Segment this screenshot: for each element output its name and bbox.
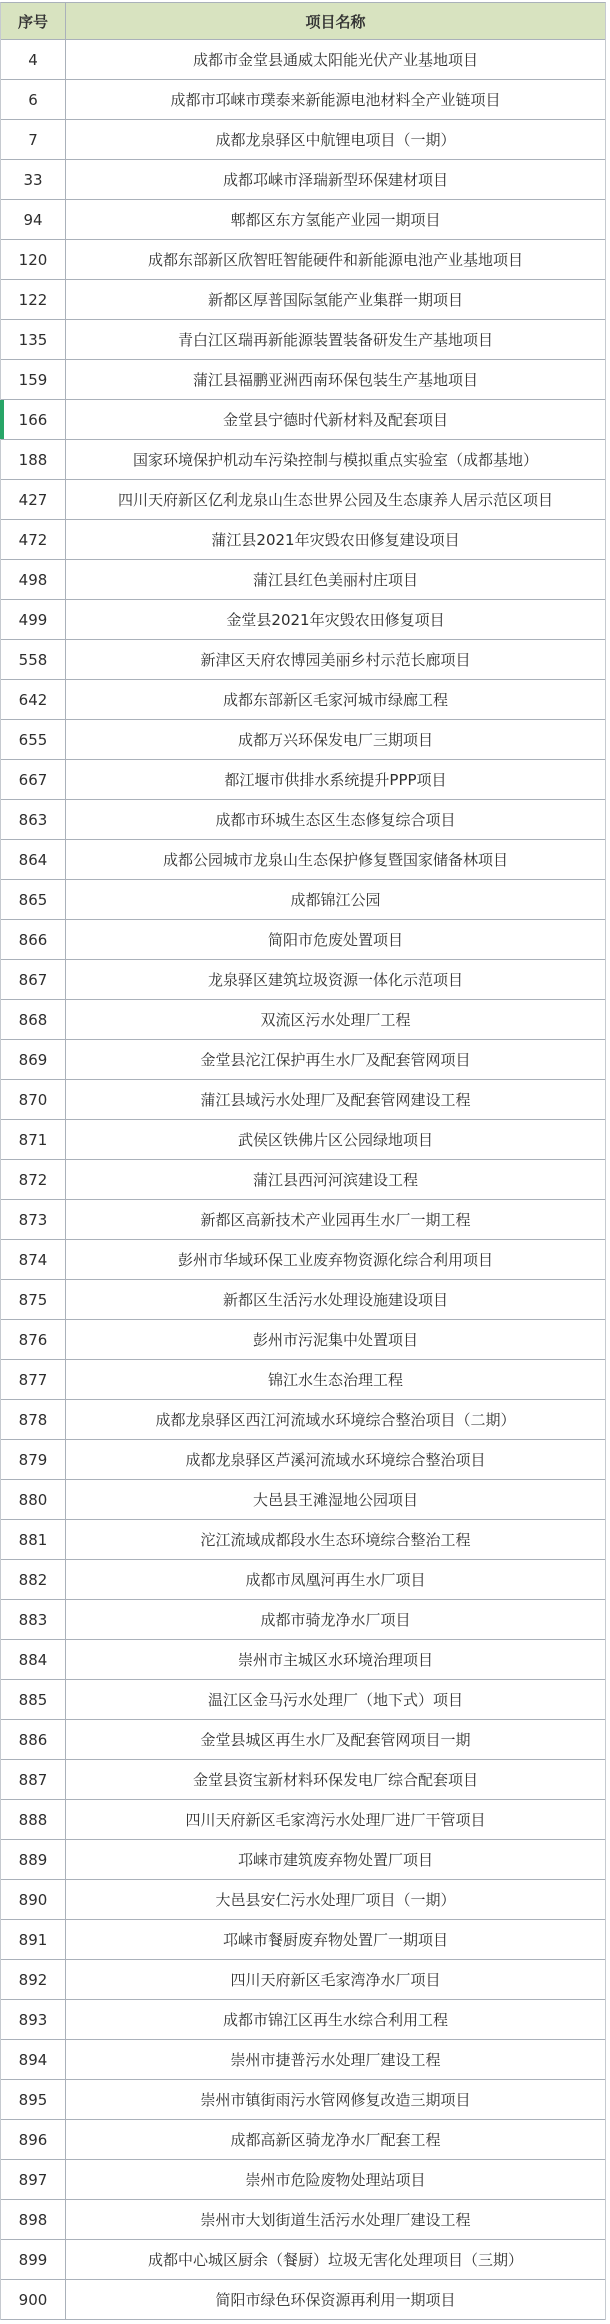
project-name-cell[interactable]: 金堂县资宝新材料环保发电厂综合配套项目 xyxy=(192,1771,478,1789)
serial-cell[interactable]: 94 xyxy=(1,200,66,239)
table-row xyxy=(1,880,605,920)
serial-cell[interactable]: 427 xyxy=(1,480,66,519)
table-row xyxy=(1,1120,605,1160)
serial-cell[interactable]: 188 xyxy=(1,440,66,479)
project-name-cell[interactable]: 成都锦江公园 xyxy=(290,891,381,909)
table-row xyxy=(1,1600,605,1640)
serial-cell[interactable]: 863 xyxy=(1,800,66,839)
serial-cell[interactable]: 886 xyxy=(1,1720,66,1759)
project-name-cell[interactable]: 简阳市危废处置项目 xyxy=(267,931,403,949)
table-row xyxy=(1,2120,605,2160)
project-name-cell[interactable]: 崇州市捷普污水处理厂建设工程 xyxy=(230,2051,441,2069)
serial-cell[interactable]: 885 xyxy=(1,1680,66,1719)
table-row xyxy=(1,1280,605,1320)
project-name-cell[interactable]: 彭州市华域环保工业废弃物资源化综合利用项目 xyxy=(177,1251,493,1269)
project-name-cell[interactable]: 崇州市大划街道生活污水处理厂建设工程 xyxy=(200,2211,471,2229)
project-name-cell[interactable]: 龙泉驿区建筑垃圾资源一体化示范项目 xyxy=(207,971,463,989)
table-row xyxy=(1,80,605,120)
serial-cell[interactable]: 882 xyxy=(1,1560,66,1599)
project-name-cell[interactable]: 成都东部新区欣智旺智能硬件和新能源电池产业基地项目 xyxy=(147,251,523,269)
project-name-cell[interactable]: 邛崃市建筑废弃物处置厂项目 xyxy=(237,1851,433,1869)
serial-cell[interactable]: 898 xyxy=(1,2200,66,2239)
project-name-cell[interactable]: 大邑县王滩湿地公园项目 xyxy=(252,1491,418,1509)
table-row xyxy=(1,1480,605,1520)
table-row xyxy=(1,1920,605,1960)
table-row xyxy=(1,1960,605,2000)
serial-cell[interactable]: 655 xyxy=(1,720,66,759)
project-name-cell[interactable]: 锦江水生态治理工程 xyxy=(267,1371,403,1389)
table-row xyxy=(1,1400,605,1440)
table-row xyxy=(1,240,605,280)
project-name-cell[interactable]: 四川天府新区毛家湾净水厂项目 xyxy=(230,1971,441,1989)
table-row xyxy=(1,1800,605,1840)
project-table xyxy=(0,2,606,2320)
serial-cell[interactable]: 895 xyxy=(1,2080,66,2119)
table-row xyxy=(1,2080,605,2120)
serial-cell[interactable]: 883 xyxy=(1,1600,66,1639)
table-row xyxy=(1,1000,605,1040)
project-name-cell[interactable]: 成都公园城市龙泉山生态保护修复暨国家储备林项目 xyxy=(162,851,508,869)
serial-cell[interactable]: 120 xyxy=(1,240,66,279)
project-name-cell[interactable]: 成都市锦江区再生水综合利用工程 xyxy=(222,2011,448,2029)
serial-cell[interactable]: 871 xyxy=(1,1120,66,1159)
project-name-cell[interactable]: 蒲江县西河河滨建设工程 xyxy=(252,1171,418,1189)
table-row xyxy=(1,640,605,680)
table-row xyxy=(1,320,605,360)
serial-cell[interactable]: 900 xyxy=(1,2280,66,2319)
serial-cell[interactable]: 865 xyxy=(1,880,66,919)
project-name-cell[interactable]: 成都市环城生态区生态修复综合项目 xyxy=(215,811,456,829)
serial-cell[interactable]: 870 xyxy=(1,1080,66,1119)
project-name-cell[interactable]: 成都龙泉驿区中航锂电项目（一期） xyxy=(215,131,456,149)
project-name-cell[interactable]: 新都区厚普国际氢能产业集群一期项目 xyxy=(207,291,463,309)
header-cell-project-name[interactable]: 项目名称 xyxy=(305,12,366,31)
table-row xyxy=(1,400,605,440)
serial-cell[interactable]: 879 xyxy=(1,1440,66,1479)
table-row xyxy=(1,1560,605,1600)
serial-cell[interactable]: 472 xyxy=(1,520,66,559)
project-name-cell[interactable]: 都江堰市供排水系统提升PPP项目 xyxy=(224,771,447,789)
serial-cell[interactable]: 875 xyxy=(1,1280,66,1319)
project-name-cell[interactable]: 新都区高新技术产业园再生水厂一期工程 xyxy=(200,1211,471,1229)
table-row xyxy=(1,160,605,200)
table-row xyxy=(1,2160,605,2200)
project-name-cell[interactable]: 金堂县宁德时代新材料及配套项目 xyxy=(222,411,448,429)
table-row xyxy=(1,1880,605,1920)
serial-cell[interactable]: 892 xyxy=(1,1960,66,1999)
project-name-cell[interactable]: 蒲江县域污水处理厂及配套管网建设工程 xyxy=(200,1091,471,1109)
project-name-cell[interactable]: 温江区金马污水处理厂（地下式）项目 xyxy=(207,1691,463,1709)
project-name-cell[interactable]: 成都邛崃市泽瑞新型环保建材项目 xyxy=(222,171,448,189)
project-name-cell[interactable]: 沱江流域成都段水生态环境综合整治工程 xyxy=(200,1531,471,1549)
table-body xyxy=(1,40,605,2320)
table-row xyxy=(1,2240,605,2280)
serial-cell[interactable]: 878 xyxy=(1,1400,66,1439)
serial-cell[interactable]: 893 xyxy=(1,2000,66,2039)
serial-cell[interactable]: 884 xyxy=(1,1640,66,1679)
table-row xyxy=(1,480,605,520)
table-row xyxy=(1,1360,605,1400)
header-cell-serial[interactable]: 序号 xyxy=(1,3,66,39)
table-row xyxy=(1,1320,605,1360)
table-row xyxy=(1,1720,605,1760)
project-name-cell[interactable]: 武侯区铁佛片区公园绿地项目 xyxy=(237,1131,433,1149)
project-name-cell[interactable]: 青白江区瑞再新能源装置装备研发生产基地项目 xyxy=(177,331,493,349)
table-row xyxy=(1,1680,605,1720)
serial-cell[interactable]: 891 xyxy=(1,1920,66,1959)
project-name-cell[interactable]: 成都东部新区毛家河城市绿廊工程 xyxy=(222,691,448,709)
serial-cell[interactable]: 498 xyxy=(1,560,66,599)
serial-cell[interactable]: 876 xyxy=(1,1320,66,1359)
serial-cell[interactable]: 867 xyxy=(1,960,66,999)
serial-cell[interactable]: 866 xyxy=(1,920,66,959)
project-name-cell[interactable]: 邛崃市餐厨废弃物处置厂一期项目 xyxy=(222,1931,448,1949)
project-name-cell[interactable]: 成都万兴环保发电厂三期项目 xyxy=(237,731,433,749)
project-name-cell[interactable]: 大邑县安仁污水处理厂项目（一期） xyxy=(215,1891,456,1909)
table-row xyxy=(1,560,605,600)
project-name-cell[interactable]: 金堂县沱江保护再生水厂及配套管网项目 xyxy=(200,1051,471,1069)
serial-cell[interactable]: 887 xyxy=(1,1760,66,1799)
serial-cell[interactable]: 6 xyxy=(1,80,66,119)
project-name-cell[interactable]: 新津区天府农博园美丽乡村示范长廊项目 xyxy=(200,651,471,669)
table-row xyxy=(1,2000,605,2040)
table-row xyxy=(1,960,605,1000)
table-row xyxy=(1,40,605,80)
project-name-cell[interactable]: 四川天府新区毛家湾污水处理厂进厂干管项目 xyxy=(185,1811,486,1829)
project-name-cell[interactable]: 成都市骑龙净水厂项目 xyxy=(260,1611,411,1629)
serial-cell[interactable]: 896 xyxy=(1,2120,66,2159)
project-name-cell[interactable]: 成都市凤凰河再生水厂项目 xyxy=(245,1571,426,1589)
serial-cell[interactable]: 869 xyxy=(1,1040,66,1079)
serial-cell[interactable]: 874 xyxy=(1,1240,66,1279)
row-selection-marker xyxy=(0,400,4,439)
serial-cell[interactable]: 864 xyxy=(1,840,66,879)
project-name-cell[interactable]: 彭州市污泥集中处置项目 xyxy=(252,1331,418,1349)
project-name-cell[interactable]: 成都龙泉驿区芦溪河流域水环境综合整治项目 xyxy=(185,1451,486,1469)
table-row xyxy=(1,1760,605,1800)
project-name-cell[interactable]: 郫都区东方氢能产业园一期项目 xyxy=(230,211,441,229)
serial-cell[interactable]: 4 xyxy=(1,40,66,79)
serial-cell[interactable]: 122 xyxy=(1,280,66,319)
table-row xyxy=(1,840,605,880)
table-row xyxy=(1,1080,605,1120)
table-row xyxy=(1,720,605,760)
serial-cell[interactable]: 899 xyxy=(1,2240,66,2279)
project-name-cell[interactable]: 崇州市主城区水环境治理项目 xyxy=(237,1651,433,1669)
table-row xyxy=(1,2200,605,2240)
serial-cell[interactable]: 881 xyxy=(1,1520,66,1559)
project-name-cell[interactable]: 蒲江县红色美丽村庄项目 xyxy=(252,571,418,589)
table-row xyxy=(1,1240,605,1280)
table-row xyxy=(1,2040,605,2080)
table-row xyxy=(1,1640,605,1680)
serial-cell[interactable]: 873 xyxy=(1,1200,66,1239)
table-row xyxy=(1,520,605,560)
table-row xyxy=(1,200,605,240)
table-row xyxy=(1,2280,605,2320)
serial-cell[interactable]: 872 xyxy=(1,1160,66,1199)
serial-cell[interactable]: 499 xyxy=(1,600,66,639)
serial-cell[interactable]: 880 xyxy=(1,1480,66,1519)
table-row xyxy=(1,800,605,840)
table-row xyxy=(1,360,605,400)
project-name-cell[interactable]: 成都市金堂县通威太阳能光伏产业基地项目 xyxy=(192,51,478,69)
table-row xyxy=(1,1040,605,1080)
project-name-cell[interactable]: 新都区生活污水处理设施建设项目 xyxy=(222,1291,448,1309)
serial-cell[interactable]: 894 xyxy=(1,2040,66,2079)
table-row xyxy=(1,680,605,720)
serial-cell[interactable]: 868 xyxy=(1,1000,66,1039)
table-row xyxy=(1,1160,605,1200)
serial-cell[interactable]: 890 xyxy=(1,1880,66,1919)
serial-cell[interactable]: 888 xyxy=(1,1800,66,1839)
serial-cell[interactable]: 166 xyxy=(1,400,66,439)
project-name-cell[interactable]: 双流区污水处理厂工程 xyxy=(260,1011,411,1029)
serial-cell[interactable]: 7 xyxy=(1,120,66,159)
serial-cell[interactable]: 667 xyxy=(1,760,66,799)
serial-cell[interactable]: 558 xyxy=(1,640,66,679)
project-name-cell[interactable]: 金堂县2021年灾毁农田修复项目 xyxy=(226,611,445,629)
table-row xyxy=(1,280,605,320)
project-name-cell[interactable]: 崇州市危险废物处理站项目 xyxy=(245,2171,426,2189)
table-row xyxy=(1,1520,605,1560)
project-name-cell[interactable]: 金堂县城区再生水厂及配套管网项目一期 xyxy=(200,1731,471,1749)
table-row xyxy=(1,120,605,160)
project-name-cell[interactable]: 蒲江县2021年灾毁农田修复建设项目 xyxy=(211,531,460,549)
project-name-cell[interactable]: 四川天府新区亿利龙泉山生态世界公园及生态康养人居示范区项目 xyxy=(117,491,553,509)
serial-cell[interactable]: 897 xyxy=(1,2160,66,2199)
project-name-cell[interactable]: 成都龙泉驿区西江河流域水环境综合整治项目（二期） xyxy=(155,1411,516,1429)
serial-cell[interactable]: 889 xyxy=(1,1840,66,1879)
project-name-cell[interactable]: 国家环境保护机动车污染控制与模拟重点实验室（成都基地） xyxy=(132,451,538,469)
project-name-cell[interactable]: 成都高新区骑龙净水厂配套工程 xyxy=(230,2131,441,2149)
table-row xyxy=(1,600,605,640)
table-row xyxy=(1,440,605,480)
table-row xyxy=(1,1200,605,1240)
project-name-cell[interactable]: 成都市邛崃市璞泰来新能源电池材料全产业链项目 xyxy=(170,91,501,109)
project-name-cell[interactable]: 崇州市镇街雨污水管网修复改造三期项目 xyxy=(200,2091,471,2109)
serial-cell[interactable]: 33 xyxy=(1,160,66,199)
serial-cell[interactable]: 877 xyxy=(1,1360,66,1399)
table-row xyxy=(1,920,605,960)
project-name-cell[interactable]: 蒲江县福鹏亚洲西南环保包装生产基地项目 xyxy=(192,371,478,389)
serial-cell[interactable]: 642 xyxy=(1,680,66,719)
table-row xyxy=(1,1440,605,1480)
serial-cell[interactable]: 159 xyxy=(1,360,66,399)
project-name-cell[interactable]: 简阳市绿色环保资源再利用一期项目 xyxy=(215,2291,456,2309)
project-name-cell[interactable]: 成都中心城区厨余（餐厨）垃圾无害化处理项目（三期） xyxy=(147,2251,523,2269)
table-row xyxy=(1,1840,605,1880)
table-row xyxy=(1,760,605,800)
serial-cell[interactable]: 135 xyxy=(1,320,66,359)
table-header-row xyxy=(1,3,605,40)
